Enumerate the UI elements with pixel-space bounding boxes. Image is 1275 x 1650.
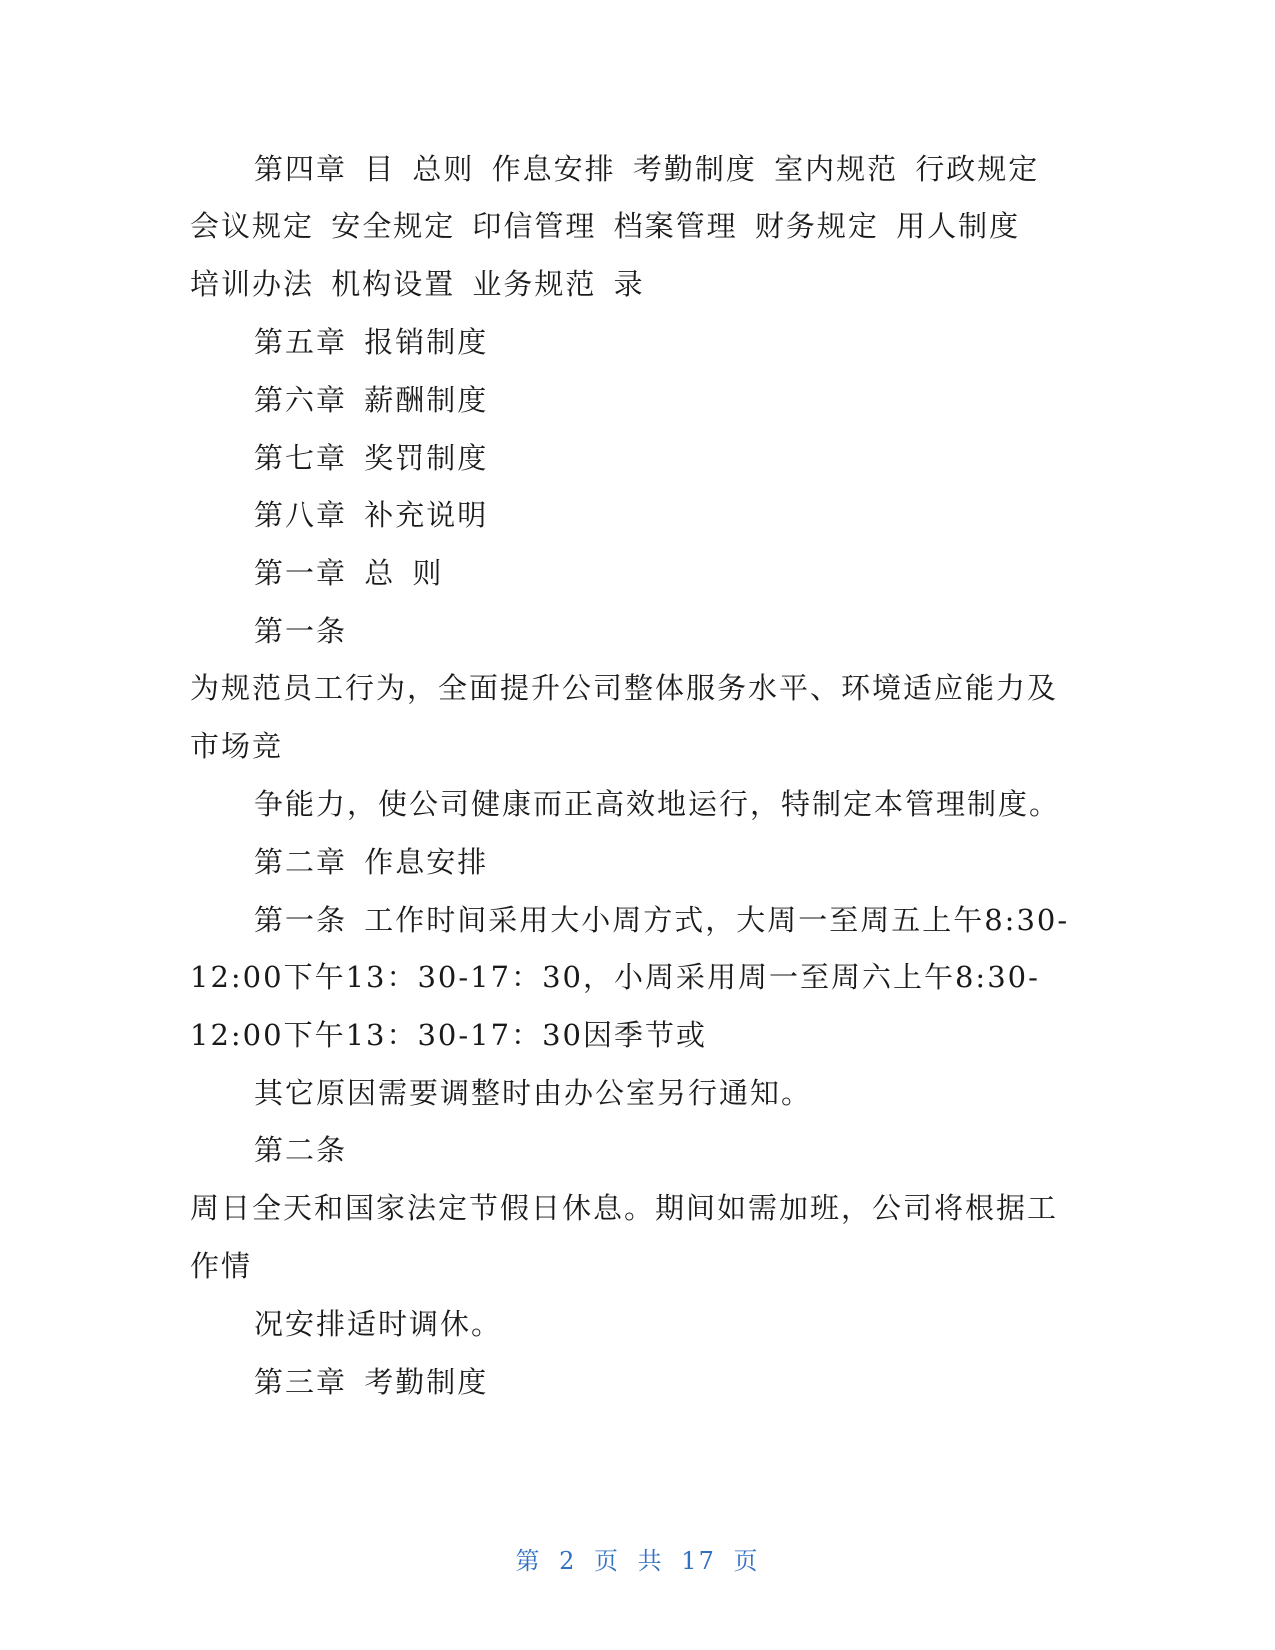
chapter-heading: 第六章 薪酬制度	[254, 383, 489, 417]
text-line: 12:00下午13：30-17：30因季节或	[190, 1018, 707, 1052]
chapter-heading: 第二章 作息安排	[254, 845, 489, 879]
chapter-heading: 第三章 考勤制度	[254, 1365, 489, 1399]
text-line: 第四章 目 总则 作息安排 考勤制度 室内规范 行政规定	[254, 152, 1040, 186]
article-heading: 第二条	[254, 1133, 348, 1167]
text-line: 12:00下午13：30-17：30，小周采用周一至周六上午8:30-	[190, 960, 1040, 994]
chapter-heading: 第一章 总 则	[254, 556, 444, 590]
chapter-heading: 第七章 奖罚制度	[254, 441, 489, 475]
text-line: 市场竞	[190, 729, 284, 763]
text-line: 周日全天和国家法定节假日休息。期间如需加班，公司将根据工	[190, 1191, 1059, 1225]
text-line: 第一条 工作时间采用大小周方式，大周一至周五上午8:30-	[254, 903, 1070, 937]
text-line: 况安排适时调休。	[254, 1307, 503, 1341]
text-line: 为规范员工行为，全面提升公司整体服务水平、环境适应能力及	[190, 671, 1059, 705]
text-line: 争能力，使公司健康而正高效地运行，特制定本管理制度。	[254, 787, 1061, 821]
text-line: 作情	[190, 1249, 253, 1283]
text-line: 其它原因需要调整时由办公室另行通知。	[254, 1076, 813, 1110]
text-line: 会议规定 安全规定 印信管理 档案管理 财务规定 用人制度	[190, 209, 1021, 243]
chapter-heading: 第五章 报销制度	[254, 325, 489, 359]
article-heading: 第一条	[254, 614, 348, 648]
page-number-footer: 第 2 页 共 17 页	[515, 1547, 760, 1575]
text-line: 培训办法 机构设置 业务规范 录	[190, 267, 645, 301]
chapter-heading: 第八章 补充说明	[254, 498, 489, 532]
